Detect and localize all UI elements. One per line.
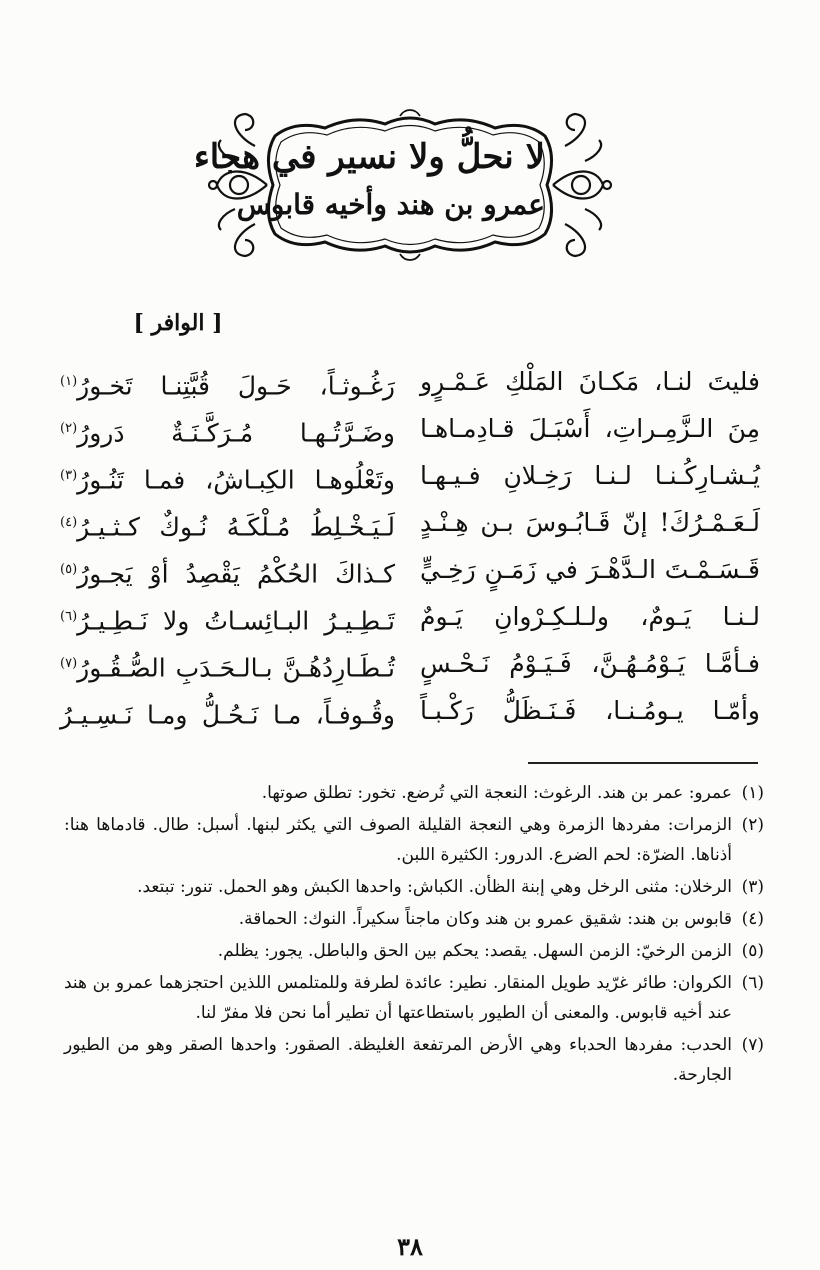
verse-first-hemistich: قَـسَـمْـتَ الـدَّهْـرَ في زَمَـنٍ رَخِـيٍّ	[420, 555, 760, 584]
footnote	[64, 1030, 764, 1090]
verse-second-hemistich	[60, 642, 395, 690]
footnote	[64, 778, 764, 808]
verse-first-hemistich: لَـعَـمْـرُكَ! إنّ قَـابُـوسَ بـن هِـنْـدٍ	[420, 508, 760, 537]
footnote-text: الكروان: طائر غرّيد طويل المنقار. نطير: عائدة لطرفة وللمتلمس اللذين احتجزهما عمرو بن هند عند أخيه قابوس. والمعنى أن الطيور باستطاعتها أن تطير أما نحن فلا مفرّ لنا.	[64, 973, 732, 1023]
verse	[60, 548, 760, 595]
page-number: ٣٨	[397, 1232, 423, 1261]
verse	[60, 407, 760, 454]
footnote-marker: (٦)	[60, 609, 78, 624]
verse-second-hemistich-text: رَغُـوثـاً، حَـولَ قُبَّتِنـا تَخـورُ	[77, 371, 395, 401]
footnote-text: الزمن الرخيّ: الزمن السهل. يقصد: يحكم بين الحق والباطل. يجور: يظلم.	[217, 941, 732, 961]
poem-title	[193, 132, 545, 228]
verse-second-hemistich-text: تَـطِـيـرُ البـائِسـاتُ ولا نَـطِـيـرُ	[77, 606, 395, 636]
footnote-text: الزمرات: مفردها الزمرة وهي النعجة القليلة الصوف التي يكثر لبنها. أسبل: طال. قادماها هنا: أذناها. الضرّة: لحم الضرع. الدرور: الكثيرة اللبن.	[64, 815, 732, 865]
footnote-marker: (٤)	[60, 515, 78, 530]
verse-first-hemistich: يُـشـارِكُـنـا لـنـا رَخِـلانِ فـيـهـا	[420, 461, 760, 490]
ornamental-title-frame	[193, 106, 615, 264]
verse-first-hemistich: فـأمَّـا يَـوْمُـهُـنَّ، فَـيَـوْمُ نَـحْـسٍ	[420, 649, 760, 678]
verse-second-hemistich	[60, 595, 395, 643]
footnote-marker: (٥)	[60, 562, 78, 577]
footnote-number: (٣)	[741, 877, 764, 897]
verse-second-hemistich	[60, 689, 395, 737]
footnote	[64, 968, 764, 1028]
title-line-2: عمرو بن هند وأخيه قابوس	[236, 188, 545, 221]
verse	[60, 360, 760, 407]
footnote-text: الرخلان: مثنى الرخل وهي إبنة الظأن. الكباش: واحدها الكبش وهو الحمل. تنور: تبتعد.	[137, 877, 732, 897]
verse-second-hemistich-text: وقُـوفـاً، مـا نَـحُـلُّ ومـا نَـسِـيـرُ	[60, 700, 395, 730]
footnote	[64, 810, 764, 870]
footnote-number: (٤)	[741, 909, 764, 929]
verse-second-hemistich-text: وتَعْلُوهـا الكِبـاشُ، فمـا تَنُـورُ	[77, 465, 395, 495]
footnote	[64, 936, 764, 966]
verse	[60, 501, 760, 548]
footnotes	[64, 778, 764, 1092]
verse-second-hemistich-text: وضَـرَّتُـهـا مُـرَكَّـنَـةٌ دَرورُ	[77, 418, 395, 448]
verse	[60, 689, 760, 736]
footnote-text: عمرو: عمر بن هند. الرغوث: النعجة التي تُرضع. تخور: تطلق صوتها.	[261, 783, 732, 803]
footnote-marker: (٢)	[60, 421, 78, 436]
footnote-number: (٧)	[741, 1035, 764, 1055]
footnote-number: (٥)	[741, 941, 764, 961]
footnote	[64, 904, 764, 934]
verse	[60, 642, 760, 689]
verse-second-hemistich-text: لَـيَـخْـلِطُ مُـلْكَـهُ نُـوكٌ كـثـيـرُ	[77, 512, 395, 542]
footnote-text: الحدب: مفردها الحدباء وهي الأرض المرتفعة الغليظة. الصقور: واحدها الصقر وهو من الطيور الجارحة.	[64, 1035, 732, 1085]
verse-first-hemistich: لـنـا يَـومٌ، ولـلـكِـرْوانِ يَـومٌ	[420, 602, 760, 631]
poem-verses	[60, 360, 760, 736]
footnote-marker: (٧)	[60, 656, 78, 671]
footnote-marker: (٣)	[60, 468, 78, 483]
footnote-number: (١)	[741, 783, 764, 803]
verse-second-hemistich-text: تُـطَـارِدُهُـنَّ بـالـحَـدَبِ الصُّـقُـورُ	[77, 653, 395, 683]
footnote-separator	[528, 762, 758, 764]
verse-first-hemistich: مِنَ الـزَّمِـراتِ، أَسْبَـلَ قـادِمـاهـا	[420, 414, 760, 443]
footnote	[64, 872, 764, 902]
footnote-number: (٦)	[741, 973, 764, 993]
footnote-marker: (١)	[60, 374, 78, 389]
footnote-text: قابوس بن هند: شقيق عمرو بن هند وكان ماجناً سكيراً. النوك: الحماقة.	[238, 909, 732, 929]
verse-second-hemistich	[60, 407, 395, 455]
footnote-number: (٢)	[741, 815, 764, 835]
poetic-meter-label: [ الوافر ]	[133, 310, 223, 336]
verse-second-hemistich	[60, 548, 395, 596]
verse-second-hemistich	[60, 501, 395, 549]
verse-second-hemistich	[60, 360, 395, 408]
verse-first-hemistich: وأمّـا يـومُـنـا، فَـنَـظَلُّ رَكْـبـاً	[420, 696, 760, 725]
verse-second-hemistich-text: كـذاكَ الحُكْمُ يَقْصِدُ أوْ يَجـورُ	[77, 559, 395, 589]
verse-second-hemistich	[60, 454, 395, 502]
title-line-1: لا نحلُّ ولا نسير في هجاء	[193, 137, 545, 177]
verse-first-hemistich: فليتَ لنـا، مَكـانَ المَلْكِ عَـمْـرٍو	[420, 367, 760, 396]
verse	[60, 595, 760, 642]
verse	[60, 454, 760, 501]
